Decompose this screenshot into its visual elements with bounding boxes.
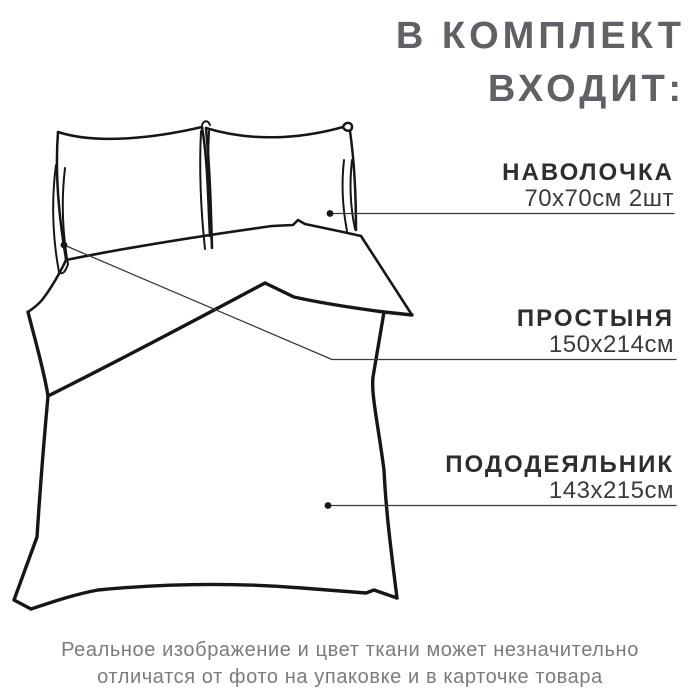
sheet-illustration <box>28 220 412 315</box>
callout-duvet-cover-name: ПОДОДЕЯЛЬНИК <box>445 451 674 478</box>
callout-dot-duvet <box>325 502 332 509</box>
disclaimer <box>0 637 700 691</box>
disclaimer-line-2: отличатся от фото на упаковке и в карточке товара <box>97 666 603 688</box>
title-line-2: ВХОДИТ: <box>487 68 685 110</box>
callout-duvet-cover <box>445 452 674 503</box>
callout-sheet-name: ПРОСТЫНЯ <box>516 305 674 332</box>
callout-pillowcase-size: 70х70см 2шт <box>524 185 674 212</box>
callout-dot-pillowcase <box>327 210 334 217</box>
callout-sheet-size: 150х214см <box>548 331 674 358</box>
page-title <box>396 10 685 116</box>
callout-duvet-cover-size: 143х215см <box>548 477 674 504</box>
callout-sheet <box>517 306 674 357</box>
title-line-1: В КОМПЛЕКТ <box>395 15 685 57</box>
callout-pillowcase <box>502 160 674 211</box>
callout-pillowcase-name: НАВОЛОЧКА <box>502 159 674 186</box>
duvet-illustration <box>14 283 412 609</box>
callout-dot-sheet <box>61 242 68 249</box>
disclaimer-line-1: Реальное изображение и цвет ткани может незначительно <box>61 639 639 661</box>
